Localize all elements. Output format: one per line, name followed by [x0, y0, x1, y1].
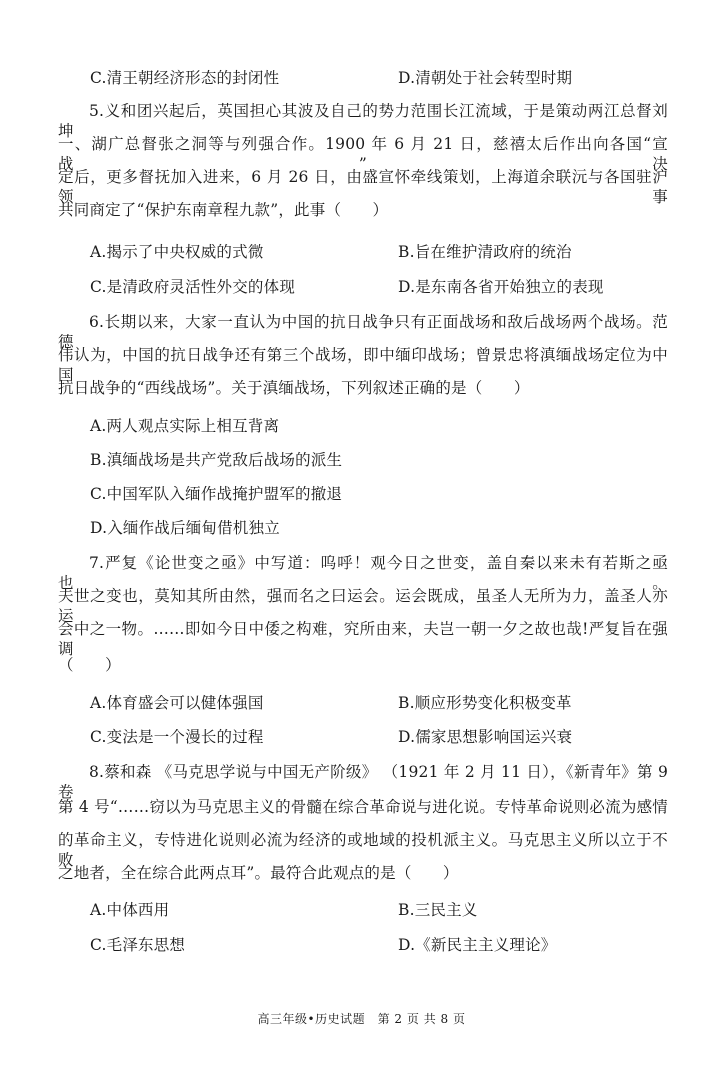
question-7-stem-line-4: （ ） [58, 656, 121, 674]
question-8-option-b: B.三民主义 [398, 901, 478, 919]
question-8-option-a: A.中体西用 [90, 901, 170, 919]
question-7-option-b: B.顺应形势变化积极变革 [398, 694, 572, 712]
question-7-stem-line-3: 会中之一物。……即如今日中倭之构难，究所由来，夫岂一朝一夕之故也哉!严复旨在强调 [58, 620, 668, 658]
page-footer: 高三年级•历史试题 第 2 页 共 8 页 [257, 1012, 466, 1026]
question-8-stem-line-4: 之地者，全在综合此两点耳”。最符合此观点的是（ ） [58, 864, 459, 882]
question-5-option-c: C.是清政府灵活性外交的体现 [90, 278, 296, 296]
prev-option-d: D.清朝处于社会转型时期 [398, 69, 573, 87]
question-8-option-d: D.《新民主主义理论》 [398, 936, 557, 954]
question-5-option-a: A.揭示了中央权威的式微 [90, 243, 264, 261]
question-7-stem-line-2: 夫世之变也，莫知其所由然，强而名之曰运会。运会既成，虽圣人无所为力，盖圣人亦运 [58, 587, 668, 625]
question-5-stem-line-3: 定后，更多督抚加入进来，6 月 26 日，由盛宣怀牵线策划，上海道余联沅与各国驻沪领事 [58, 168, 668, 206]
question-7-option-c: C.变法是一个漫长的过程 [90, 728, 264, 746]
question-5-stem-line-2: 一、湖广总督张之洞等与列强合作。1900 年 6 月 21 日，慈禧太后作出向各国“宣战”决 [58, 135, 668, 173]
question-5-option-d: D.是东南各省开始独立的表现 [398, 278, 604, 296]
prev-option-c: C.清王朝经济形态的封闭性 [90, 69, 280, 87]
question-8-option-c: C.毛泽东思想 [90, 936, 186, 954]
question-6-option-a: A.两人观点实际上相互背离 [90, 417, 280, 435]
question-8-stem-line-2: 第 4 号“……窃以为马克思主义的骨髓在综合革命说与进化说。专恃革命说则必流为感情 [58, 798, 668, 816]
question-6-option-b: B.滇缅战场是共产党敌后战场的派生 [90, 451, 343, 469]
question-7-option-d: D.儒家思想影响国运兴衰 [398, 728, 573, 746]
question-8-stem-line-3: 的革命主义，专恃进化说则必流为经济的或地域的投机派主义。马克思主义所以立于不败 [58, 831, 668, 869]
question-6-stem-line-2: 伟认为，中国的抗日战争还有第三个战场，即中缅印战场；曾景忠将滇缅战场定位为中国 [58, 346, 668, 384]
question-6-stem-line-1: 6.长期以来，大家一直认为中国的抗日战争只有正面战场和敌后战场两个战场。范德 [58, 313, 668, 351]
question-7-option-a: A.体育盛会可以健体强国 [90, 694, 264, 712]
question-5-option-b: B.旨在维护清政府的统治 [398, 243, 572, 261]
question-5-stem-line-1: 5.义和团兴起后，英国担心其波及自己的势力范围长江流域，于是策动两江总督刘坤 [58, 102, 668, 140]
question-5-stem-line-4: 共同商定了“保护东南章程九款”，此事（ ） [58, 201, 389, 219]
question-6-option-c: C.中国军队入缅作战掩护盟军的撤退 [90, 485, 343, 503]
question-6-stem-line-3: 抗日战争的“西线战场”。关于滇缅战场，下列叙述正确的是（ ） [58, 379, 530, 397]
question-6-option-d: D.入缅作战后缅甸借机独立 [90, 519, 280, 537]
question-8-stem-line-1: 8.蔡和森 《马克思学说与中国无产阶级》 （1921 年 2 月 11 日），《新青年》第 9 卷 [58, 763, 668, 801]
question-7-stem-line-1: 7.严复《论世变之亟》中写道：呜呼！观今日之世变，盖自秦以来未有若斯之亟也。 [58, 554, 668, 592]
